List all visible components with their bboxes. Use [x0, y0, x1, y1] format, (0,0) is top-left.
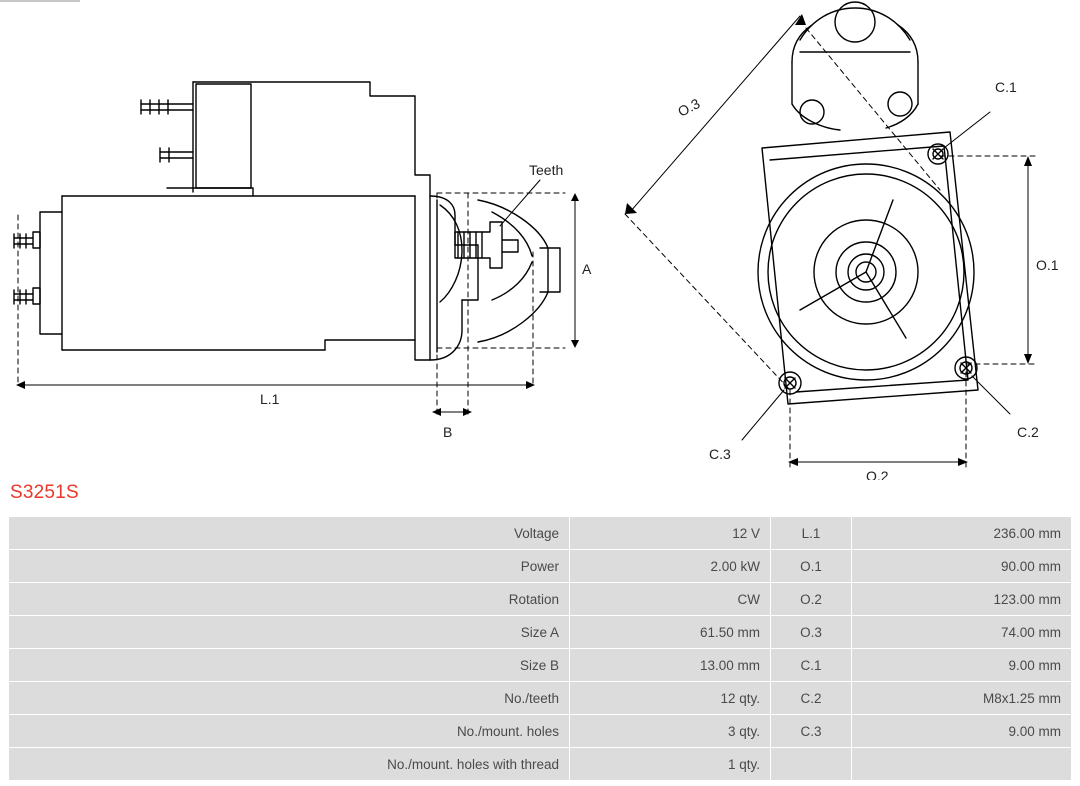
dim-value: 9.00 mm: [852, 649, 1072, 682]
dim-value: 236.00 mm: [852, 517, 1072, 550]
label-b: B: [443, 424, 453, 440]
front-view-dimensions: [625, 14, 1036, 470]
part-number: S3251S: [10, 482, 79, 503]
side-view-drawing: [14, 82, 560, 360]
spec-label: No./mount. holes: [9, 715, 570, 748]
spec-label: Voltage: [9, 517, 570, 550]
table-row: [9, 748, 1072, 781]
label-c3: C.3: [709, 446, 731, 462]
spec-value: 1 qty.: [570, 748, 771, 781]
dim-label: O.3: [771, 616, 852, 649]
spec-value: 12 qty.: [570, 682, 771, 715]
dim-value: M8x1.25 mm: [852, 682, 1072, 715]
spec-label: Size A: [9, 616, 570, 649]
dim-value: 9.00 mm: [852, 715, 1072, 748]
dim-label: C.2: [771, 682, 852, 715]
dim-value-empty: [852, 748, 1072, 781]
spec-value: 13.00 mm: [570, 649, 771, 682]
label-o2: O.2: [866, 468, 889, 480]
label-c2: C.2: [1017, 424, 1039, 440]
spec-value: 61.50 mm: [570, 616, 771, 649]
dim-label: L.1: [771, 517, 852, 550]
dim-label-empty: [771, 748, 852, 781]
spec-value: CW: [570, 583, 771, 616]
dim-value: 90.00 mm: [852, 550, 1072, 583]
table-row: [9, 649, 1072, 682]
specification-table: [8, 516, 1072, 781]
label-a: A: [582, 261, 592, 277]
label-c1: C.1: [995, 79, 1017, 95]
dim-label: C.3: [771, 715, 852, 748]
side-view-dimensions: [16, 180, 579, 416]
dim-value: 123.00 mm: [852, 583, 1072, 616]
table-row: [9, 616, 1072, 649]
spec-value: 3 qty.: [570, 715, 771, 748]
front-view-drawing: [758, 2, 978, 404]
spec-value: 12 V: [570, 517, 771, 550]
spec-label: No./mount. holes with thread: [9, 748, 570, 781]
label-l1: L.1: [260, 391, 280, 407]
spec-label: Rotation: [9, 583, 570, 616]
spec-label: Power: [9, 550, 570, 583]
table-row: [9, 517, 1072, 550]
label-o1: O.1: [1036, 257, 1059, 273]
spec-label: Size B: [9, 649, 570, 682]
spec-value: 2.00 kW: [570, 550, 771, 583]
label-teeth: Teeth: [529, 162, 564, 178]
dim-label: O.2: [771, 583, 852, 616]
dim-value: 74.00 mm: [852, 616, 1072, 649]
spec-label: No./teeth: [9, 682, 570, 715]
table-row: [9, 583, 1072, 616]
label-o3: O.3: [675, 95, 703, 120]
table-row: [9, 682, 1072, 715]
dim-label: C.1: [771, 649, 852, 682]
table-row: [9, 550, 1072, 583]
dim-label: O.1: [771, 550, 852, 583]
table-row: [9, 715, 1072, 748]
